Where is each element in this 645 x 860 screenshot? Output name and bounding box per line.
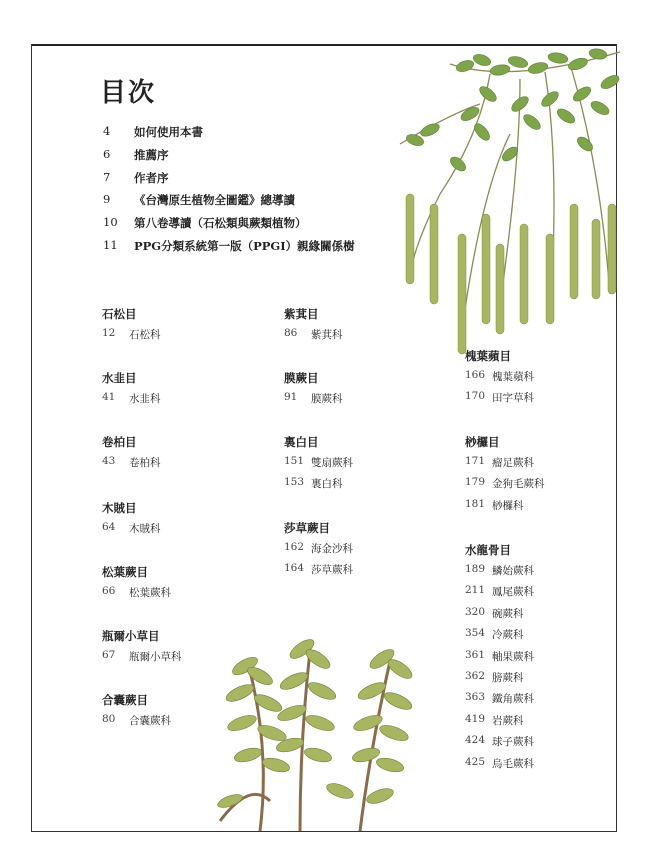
- entry-name: 瘤足蕨科: [492, 457, 534, 469]
- order-heading: 桫欏目: [465, 435, 500, 449]
- toc-entry[interactable]: [465, 390, 534, 411]
- selaginella-plant-illustration: [370, 44, 630, 374]
- entry-page: 64: [102, 521, 116, 533]
- entry-page: 86: [284, 327, 298, 339]
- order-group: [465, 348, 534, 412]
- entry-page: 67: [102, 649, 116, 661]
- toc-entry[interactable]: [465, 627, 534, 648]
- toc-entry[interactable]: [102, 649, 182, 670]
- entry-name: 球子蕨科: [492, 736, 534, 749]
- intro-item[interactable]: [103, 215, 355, 238]
- intro-text: 作者序: [134, 170, 169, 185]
- intro-page: 11: [103, 237, 118, 252]
- entry-page: 181: [465, 497, 486, 510]
- toc-entry[interactable]: [465, 455, 545, 476]
- intro-text: 第八卷導讀（石松類與蕨類植物）: [134, 216, 307, 231]
- toc-entry[interactable]: [102, 713, 171, 734]
- moss-plant-illustration: [190, 631, 450, 831]
- toc-entry[interactable]: [102, 391, 161, 412]
- entry-page: 179: [465, 476, 486, 489]
- entry-page: 43: [102, 455, 116, 467]
- intro-item[interactable]: [103, 124, 355, 147]
- entry-name: 膀蕨科: [492, 671, 524, 684]
- order-heading: 莎草蕨目: [284, 521, 330, 535]
- entry-name: 合囊蕨科: [129, 715, 171, 727]
- order-heading: 水韭目: [102, 371, 137, 385]
- toc-entry[interactable]: [465, 584, 534, 605]
- order-heading: 水龍骨目: [465, 543, 511, 557]
- toc-entry[interactable]: [465, 369, 534, 390]
- toc-entry[interactable]: [284, 455, 353, 476]
- entry-page: 151: [284, 455, 305, 467]
- intro-page: 7: [103, 169, 111, 184]
- entry-name: 瓶爾小草科: [129, 651, 182, 663]
- entry-page: 189: [465, 563, 486, 575]
- entry-name: 岩蕨科: [492, 714, 524, 727]
- order-heading: 木賊目: [102, 501, 137, 515]
- toc-entry[interactable]: [465, 606, 534, 627]
- order-group: [102, 306, 161, 348]
- entry-page: 162: [284, 541, 305, 553]
- toc-entry[interactable]: [465, 649, 534, 670]
- entry-name: 裏白科: [311, 478, 343, 491]
- entry-name: 軸果蕨科: [492, 650, 534, 663]
- order-heading: 膜蕨目: [284, 371, 319, 385]
- entry-name: 槐葉蘋科: [492, 371, 534, 383]
- intro-text: 《台灣原生植物全圖鑑》總導讀: [134, 193, 295, 208]
- entry-page: 171: [465, 455, 486, 467]
- order-heading: 裏白目: [284, 435, 319, 449]
- intro-item[interactable]: [103, 170, 355, 193]
- order-heading: 紫萁目: [284, 307, 319, 321]
- entry-name: 木賊科: [129, 523, 161, 535]
- entry-name: 海金沙科: [311, 543, 353, 555]
- toc-entry[interactable]: [284, 562, 353, 583]
- toc-entry[interactable]: [102, 585, 171, 606]
- entry-name: 烏毛蕨科: [492, 757, 534, 770]
- entry-page: 425: [465, 755, 486, 768]
- entry-page: 211: [465, 584, 486, 597]
- entry-name: 冷蕨科: [492, 629, 524, 642]
- entry-name: 松葉蕨科: [129, 587, 171, 599]
- entry-name: 桫欏科: [492, 499, 524, 512]
- order-group: [284, 434, 353, 498]
- order-group: [465, 542, 534, 777]
- toc-entry[interactable]: [465, 713, 534, 734]
- intro-item[interactable]: [103, 192, 355, 215]
- order-heading: 合囊蕨目: [102, 693, 148, 707]
- entry-page: 12: [102, 327, 116, 339]
- toc-entry[interactable]: [465, 563, 534, 584]
- entry-page: 91: [284, 391, 298, 403]
- entry-name: 金狗毛蕨科: [492, 478, 545, 491]
- entry-page: 419: [465, 712, 486, 725]
- order-heading: 松葉蕨目: [102, 565, 148, 579]
- order-heading: 槐葉蘋目: [465, 349, 511, 363]
- order-group: [284, 370, 343, 412]
- entry-page: 320: [465, 605, 486, 618]
- entry-page: 66: [102, 585, 116, 597]
- order-group: [102, 692, 171, 734]
- order-heading: 卷柏目: [102, 435, 137, 449]
- entry-name: 水韭科: [129, 393, 161, 405]
- entry-page: 361: [465, 648, 486, 661]
- order-group: [284, 520, 353, 584]
- intro-item[interactable]: [103, 238, 355, 261]
- order-group: [102, 500, 161, 542]
- entry-name: 膜蕨科: [311, 393, 343, 405]
- toc-entry[interactable]: [284, 541, 353, 562]
- toc-entry[interactable]: [465, 756, 534, 777]
- entry-page: 362: [465, 669, 486, 682]
- entry-page: 170: [465, 390, 486, 403]
- intro-text: 推薦序: [134, 147, 169, 162]
- intro-page: 4: [103, 124, 111, 138]
- entry-page: 424: [465, 734, 486, 747]
- toc-entry[interactable]: [102, 327, 161, 348]
- entry-page: 41: [102, 391, 116, 403]
- entry-name: 鐵角蕨科: [492, 693, 534, 706]
- intro-page: 9: [103, 192, 111, 207]
- toc-entry[interactable]: [102, 455, 161, 476]
- entry-name: 鳳尾蕨科: [492, 586, 534, 599]
- intro-item[interactable]: [103, 147, 355, 170]
- toc-entry[interactable]: [465, 691, 534, 712]
- entry-page: 153: [284, 476, 305, 489]
- intro-page: 6: [103, 146, 111, 161]
- entry-page: 166: [465, 369, 486, 381]
- entry-page: 164: [284, 562, 305, 575]
- order-heading: 瓶爾小草目: [102, 629, 160, 643]
- order-heading: 石松目: [102, 307, 137, 321]
- order-group: [284, 306, 343, 348]
- entry-page: 354: [465, 627, 486, 640]
- entry-name: 碗蕨科: [492, 607, 524, 620]
- toc-entry[interactable]: [465, 734, 534, 755]
- order-group: [102, 370, 161, 412]
- intro-list: [103, 124, 355, 261]
- intro-page: 10: [103, 215, 118, 230]
- intro-text: PPG分類系統第一版（PPGI）親緣關係樹: [134, 238, 355, 253]
- entry-name: 田字草科: [492, 392, 534, 405]
- entry-name: 紫萁科: [311, 329, 343, 341]
- order-group: [102, 628, 182, 670]
- toc-entry[interactable]: [284, 327, 343, 348]
- toc-entry[interactable]: [284, 391, 343, 412]
- entry-name: 莎草蕨科: [311, 564, 353, 577]
- entry-page: 80: [102, 713, 116, 725]
- toc-entry[interactable]: [465, 670, 534, 691]
- toc-entry[interactable]: [284, 476, 353, 497]
- toc-entry[interactable]: [465, 476, 545, 497]
- order-group: [102, 434, 161, 476]
- intro-text: 如何使用本書: [134, 125, 203, 139]
- toc-entry[interactable]: [102, 521, 161, 542]
- entry-page: 363: [465, 691, 486, 704]
- toc-entry[interactable]: [465, 498, 545, 519]
- order-group: [102, 564, 171, 606]
- entry-name: 石松科: [129, 329, 161, 341]
- page-title: 目次: [100, 78, 157, 108]
- entry-name: 卷柏科: [129, 457, 161, 469]
- order-group: [465, 434, 545, 519]
- entry-name: 鱗始蕨科: [492, 565, 534, 577]
- entry-name: 雙扇蕨科: [311, 457, 353, 469]
